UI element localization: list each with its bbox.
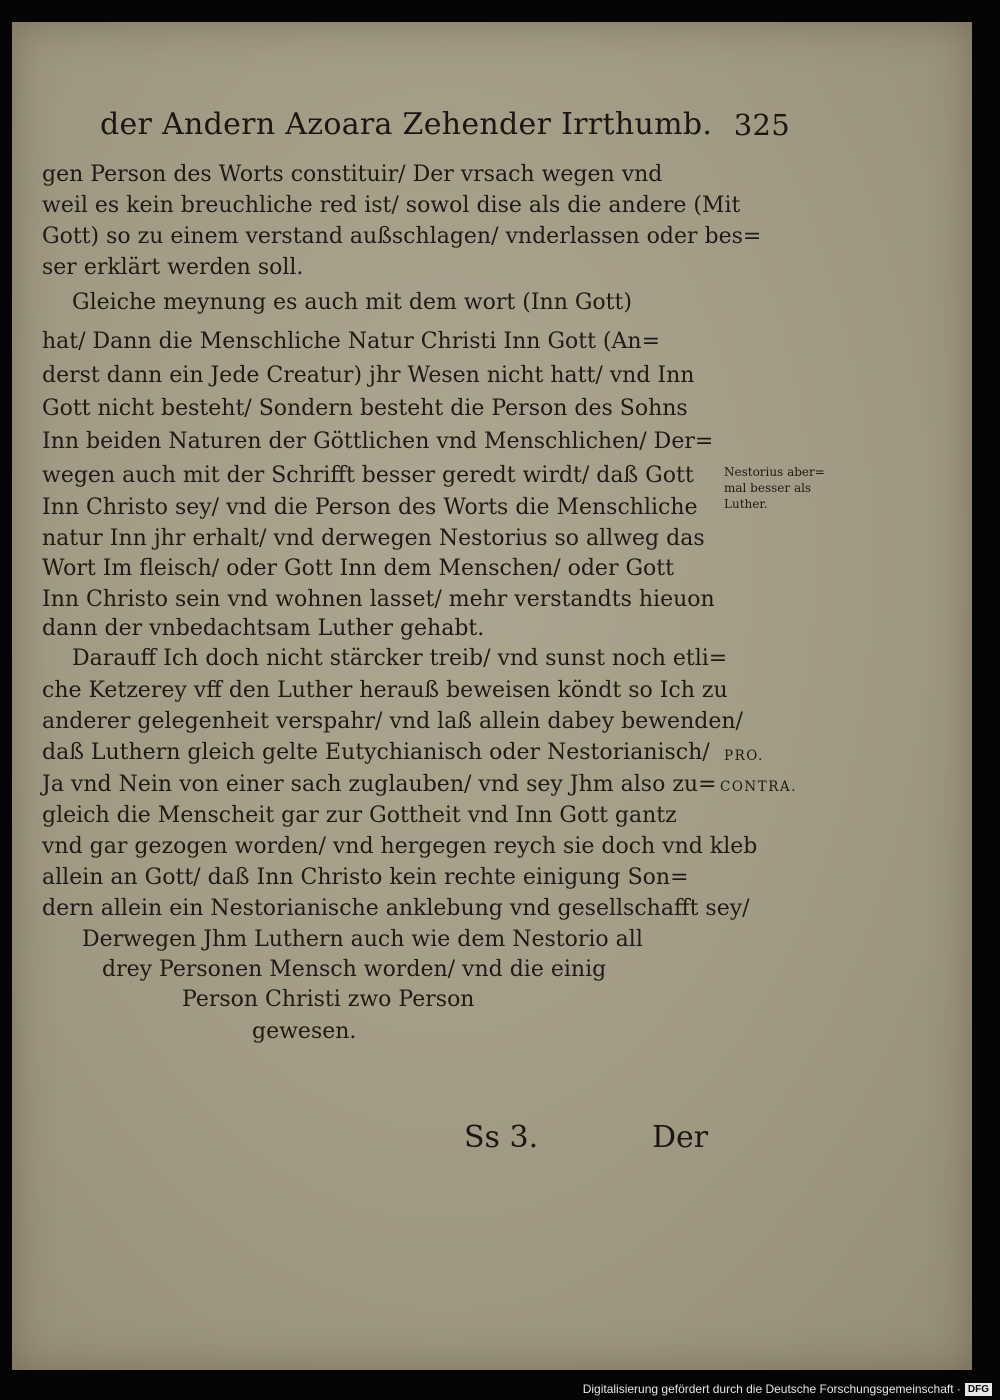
text-line: dern allein ein Nestorianische anklebung vnd gesellschafft sey/ [42,896,750,921]
text-line: natur Inn jhr erhalt/ vnd derwegen Nestorius so allweg das [42,526,705,551]
text-line: wegen auch mit der Schrifft besser geredt wirdt/ daß Gott [42,463,694,488]
text-line: Inn Christo sein vnd wohnen lasset/ mehr verstandts hieuon [42,587,715,612]
text-line: hat/ Dann die Menschliche Natur Christi Inn Gott (An= [42,329,661,354]
text-line: gen Person des Worts constituir/ Der vrsach wegen vnd [42,162,663,187]
text-line: Derwegen Jhm Luthern auch wie dem Nestorio all [82,927,643,952]
text-line: drey Personen Mensch worden/ vnd die einig [102,957,607,982]
text-line: Person Christi zwo Person [182,987,475,1012]
text-line: Wort Im fleisch/ oder Gott Inn dem Menschen/ oder Gott [42,556,674,581]
margin-note-line: Luther. [724,497,768,511]
book-page [12,22,972,1370]
margin-note-nestorius [724,464,825,512]
text-line: Gleiche meynung es auch mit dem wort (Inn Gott) [72,290,632,315]
text-line: Inn beiden Naturen der Göttlichen vnd Menschlichen/ Der= [42,429,714,454]
page-header [100,100,790,150]
text-line: gewesen. [252,1019,357,1044]
dfg-logo-icon: DFG [965,1383,992,1396]
text-line: gleich die Menscheit gar zur Gottheit vnd Inn Gott gantz [42,803,677,828]
text-line: daß Luthern gleich gelte Eutychianisch oder Nestorianisch/ [42,740,710,765]
signature-mark: Ss 3. [464,1120,539,1155]
text-line: ser erklärt werden soll. [42,255,304,280]
text-line: derst dann ein Jede Creatur) jhr Wesen nicht hatt/ vnd Inn [42,363,695,388]
text-line: Inn Christo sey/ vnd die Person des Worts die Menschliche [42,495,698,520]
credit-text: Digitalisierung gefördert durch die Deutsche Forschungsgemeinschaft · [582,1382,961,1396]
margin-note-line: mal besser als [724,481,812,495]
text-line: Ja vnd Nein von einer sach zuglauben/ vnd sey Jhm also zu= [42,772,717,797]
margin-note-contra: CONTRA. [720,779,797,795]
text-line: Darauff Ich doch nicht stärcker treib/ vnd sunst noch etli= [72,646,728,671]
page-number: 325 [733,108,790,142]
text-line: Gott nicht besteht/ Sondern besteht die Person des Sohns [42,396,688,421]
margin-note-line: Nestorius aber= [724,465,825,479]
catchword: Der [652,1120,709,1155]
text-line: che Ketzerey vff den Luther herauß beweisen köndt so Ich zu [42,678,728,703]
text-line: allein an Gott/ daß Inn Christo kein rechte einigung Son= [42,865,689,890]
margin-note-pro: PRO. [724,748,764,764]
text-line: anderer gelegenheit verspahr/ vnd laß allein dabey bewenden/ [42,709,743,734]
text-line: weil es kein breuchliche red ist/ sowol dise als die andere (Mit [42,193,741,218]
digitization-credit [583,1380,992,1398]
running-title: der Andern Azoara Zehender Irrthumb. [100,107,713,142]
text-line: Gott) so zu einem verstand außschlagen/ vnderlassen oder bes= [42,224,762,249]
text-line: vnd gar gezogen worden/ vnd hergegen reych sie doch vnd kleb [42,834,758,859]
text-line: dann der vnbedachtsam Luther gehabt. [42,616,485,641]
